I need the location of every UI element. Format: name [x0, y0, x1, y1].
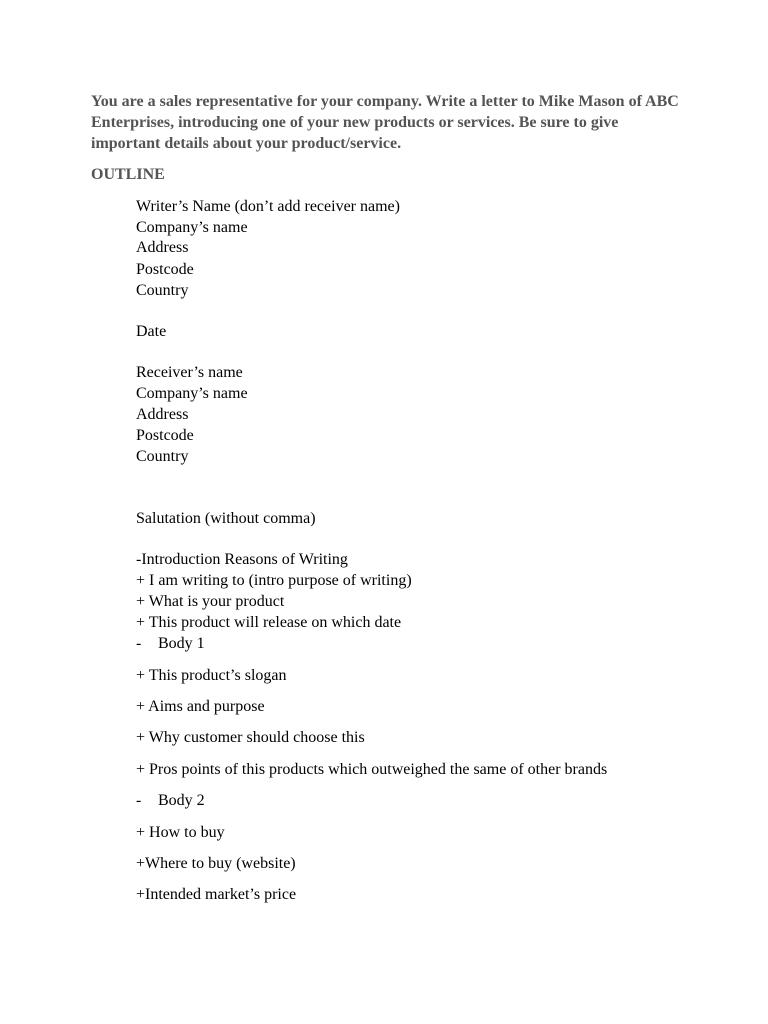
body2-heading: Body 2 — [158, 792, 205, 809]
receiver-country: Country — [136, 448, 189, 465]
body2-point: +Intended market’s price — [136, 886, 297, 903]
introduction-point: + What is your product — [136, 593, 285, 610]
sender-company: Company’s name — [136, 219, 248, 236]
receiver-name: Receiver’s name — [136, 364, 243, 381]
receiver-postcode: Postcode — [136, 427, 194, 444]
date-line: Date — [136, 323, 167, 340]
body1-point: + Aims and purpose — [136, 698, 265, 715]
body1-dash: - — [136, 635, 142, 652]
introduction-heading: -Introduction Reasons of Writing — [136, 551, 348, 568]
body1-heading: Body 1 — [158, 635, 205, 652]
body2-dash: - — [136, 792, 142, 809]
introduction-point: + I am writing to (intro purpose of writing) — [136, 572, 412, 589]
salutation-line: Salutation (without comma) — [136, 510, 316, 527]
sender-writer-name: Writer’s Name (don’t add receiver name) — [136, 198, 400, 215]
body2-point: +Where to buy (website) — [136, 855, 296, 872]
body1-point: + This product’s slogan — [136, 667, 287, 684]
receiver-address: Address — [136, 406, 189, 423]
body1-heading-line — [136, 634, 205, 654]
body1-point: + Pros points of this products which outweighed the same of other brands — [136, 761, 608, 778]
sender-postcode: Postcode — [136, 261, 194, 278]
receiver-company: Company’s name — [136, 385, 248, 402]
sender-country: Country — [136, 282, 189, 299]
task-prompt: You are a sales representative for your company. Write a letter to Mike Mason of ABC Enterprises, introducing one of your new products or services. Be sure to give important details about your product/service. — [91, 93, 679, 152]
sender-address: Address — [136, 239, 189, 256]
body2-heading-line — [136, 791, 205, 811]
introduction-point: + This product will release on which date — [136, 614, 402, 631]
body1-point: + Why customer should choose this — [136, 729, 365, 746]
outline-heading: OUTLINE — [91, 166, 165, 183]
body2-point: + How to buy — [136, 824, 225, 841]
